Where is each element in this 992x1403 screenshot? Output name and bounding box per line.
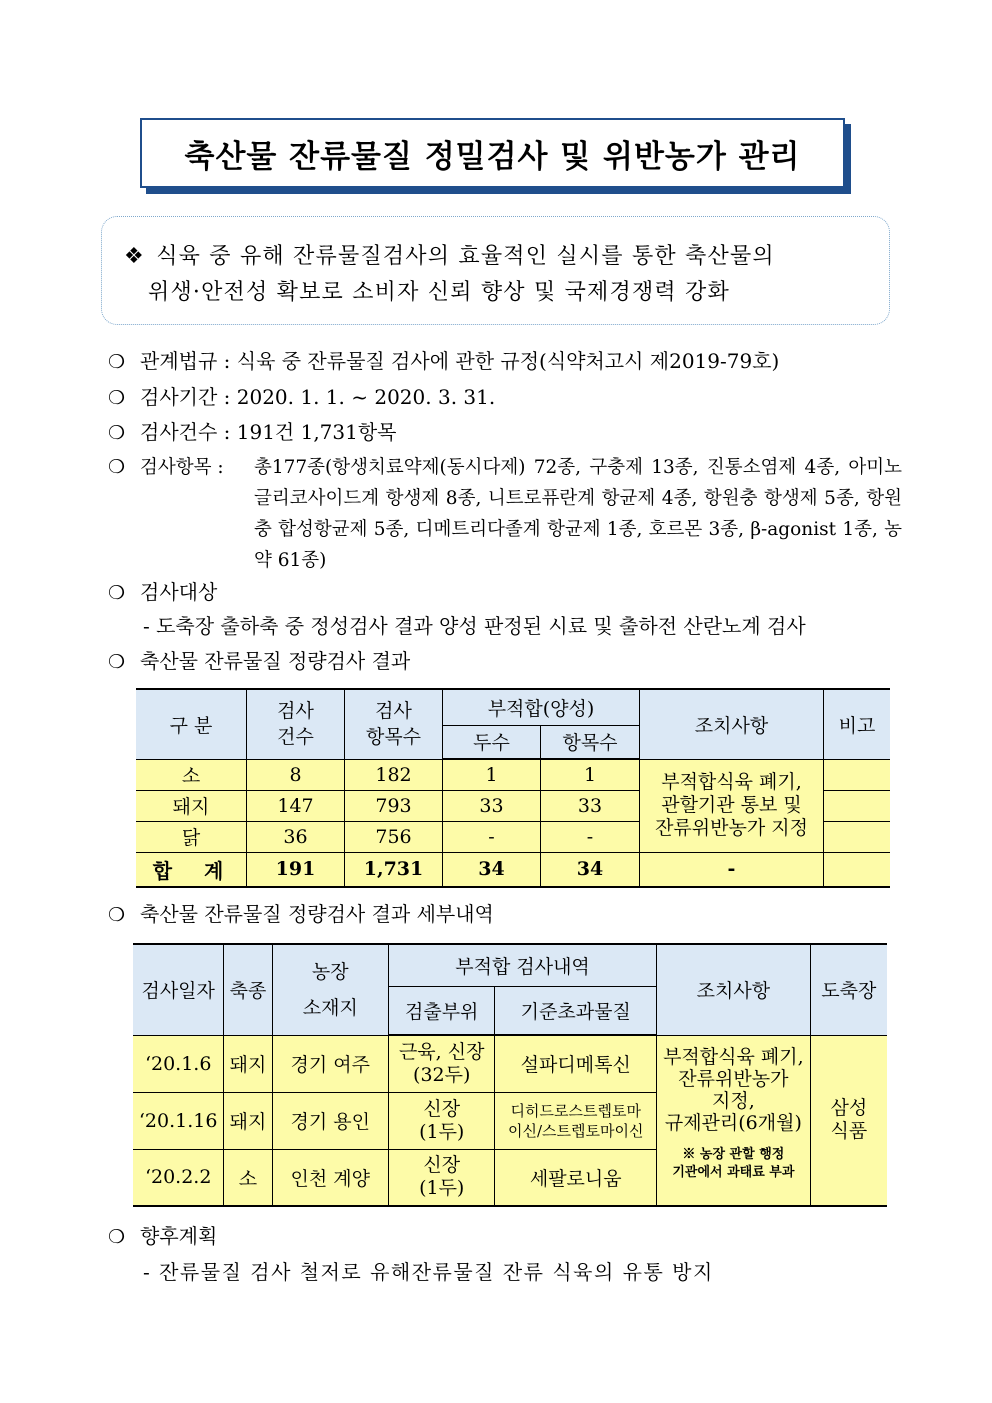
row-date: ‘20.1.6: [133, 1035, 224, 1092]
row-fail-items: 1: [541, 759, 640, 790]
total-heads: 34: [443, 852, 541, 887]
diamond-bullet-icon: ❖: [124, 244, 145, 269]
row-note: [824, 821, 891, 852]
th-substance: 기준초과물질: [495, 986, 657, 1035]
plan-label: 향후계획: [140, 1224, 218, 1248]
row-heads: 33: [443, 790, 541, 821]
row-note: [824, 790, 891, 821]
th-note: 비고: [824, 689, 891, 759]
th-action: 조치사항: [640, 689, 824, 759]
th-cases: 검사 건수: [247, 689, 345, 759]
th-action: 조치사항: [657, 944, 811, 1035]
row-species: 돼지: [224, 1035, 272, 1092]
result-table: [136, 688, 890, 888]
row-date: ‘20.1.16: [133, 1092, 224, 1149]
row-substance: 세팔로니움: [495, 1149, 657, 1206]
th-date: 검사일자: [133, 944, 224, 1035]
row-species: 소: [224, 1149, 272, 1206]
th-farm: 농장 소재지: [272, 944, 388, 1035]
th-plant: 도축장: [810, 944, 887, 1035]
target-detail: - 도축장 출하축 중 정성검사 결과 양성 판정된 시료 및 출하전 산란노계 검사: [143, 614, 806, 638]
count-value: 191건 1,731항목: [236, 420, 397, 444]
th-fail-detail: 부적합 검사내역: [389, 944, 657, 986]
period-value: 2020. 1. 1. ~ 2020. 3. 31.: [236, 385, 496, 409]
row-farm: 인천 계양: [272, 1149, 388, 1206]
circle-bullet-icon: ❍: [108, 456, 126, 478]
detail-table: [133, 943, 887, 1207]
row-species: 돼지: [224, 1092, 272, 1149]
circle-bullet-icon: ❍: [108, 651, 126, 673]
count-label: 검사건수 :: [140, 420, 231, 444]
th-items: 검사 항목수: [345, 689, 443, 759]
th-fail-items: 항목수: [541, 725, 640, 759]
summary-line-1: [124, 239, 869, 275]
row-items: 793: [345, 790, 443, 821]
result-title-row: [108, 645, 410, 678]
total-cases: 191: [247, 852, 345, 887]
row-note: [824, 759, 891, 790]
row-name: 소: [136, 759, 247, 790]
total-name: 합 계: [136, 852, 247, 887]
row-name: 돼지: [136, 790, 247, 821]
table-row: [133, 1035, 887, 1092]
items-value: 총177종(항생치료약제(동시다제) 72종, 구충제 13종, 진통소염제 4종, 아미노글리코사이드계 항생제 8종, 니트로퓨란계 항균제 4종, 항원충 항생제 5종, 항원충 합성항균제 5종, 디메트리다졸계 항균제 1종, 호르몬 3종, β-agonist 1종, 농약 61종): [254, 457, 902, 571]
row-part: 신장 (1두): [389, 1092, 495, 1149]
items-label: 검사항목 :: [140, 457, 224, 478]
th-species: 축종: [224, 944, 272, 1035]
target-label: 검사대상: [140, 580, 218, 604]
row-action: 부적합식육 폐기, 관할기관 통보 및 잔류위반농가 지정: [640, 759, 824, 852]
row-date: ‘20.2.2: [133, 1149, 224, 1206]
summary-line-2: 위생·안전성 확보로 소비자 신뢰 향상 및 국제경쟁력 강화: [148, 280, 730, 305]
th-fail: 부적합(양성): [443, 689, 640, 725]
row-action-note: ※ 농장 관할 행정 기관에서 과태료 부과: [672, 1146, 795, 1180]
th-heads: 두수: [443, 725, 541, 759]
total-items: 1,731: [345, 852, 443, 887]
th-part: 검출부위: [389, 986, 495, 1035]
summary-box: [101, 216, 890, 325]
circle-bullet-icon: ❍: [108, 582, 126, 604]
row-action-text: 부적합식육 폐기, 잔류위반농가 지정, 규제관리(6개월): [663, 1045, 804, 1134]
detail-title: 축산물 잔류물질 정량검사 결과 세부내역: [140, 902, 494, 926]
circle-bullet-icon: ❍: [108, 422, 126, 444]
items-row: [108, 452, 908, 571]
law-value: 식육 중 잔류물질 검사에 관한 규정(식약처고시 제2019-79호): [236, 349, 780, 373]
total-fail-items: 34: [541, 852, 640, 887]
target-row: [108, 576, 217, 609]
total-row: [136, 852, 890, 887]
total-action: -: [640, 852, 824, 887]
circle-bullet-icon: ❍: [108, 387, 126, 409]
title-frame: [140, 118, 845, 188]
table-row: [136, 759, 890, 790]
law-label: 관계법규 :: [140, 349, 231, 373]
row-heads: -: [443, 821, 541, 852]
row-farm: 경기 용인: [272, 1092, 388, 1149]
row-part: 신장 (1두): [389, 1149, 495, 1206]
period-label: 검사기간 :: [140, 385, 231, 409]
circle-bullet-icon: ❍: [108, 904, 126, 926]
row-substance: 설파디메톡신: [495, 1035, 657, 1092]
row-heads: 1: [443, 759, 541, 790]
row-part: 근육, 신장 (32두): [389, 1035, 495, 1092]
law-row: [108, 345, 779, 378]
summary-text-1: 식육 중 유해 잔류물질검사의 효율적인 실시를 통한 축산물의: [156, 244, 775, 269]
detail-title-row: [108, 898, 494, 931]
page-title: 축산물 잔류물질 정밀검사 및 위반농가 관리: [140, 118, 845, 188]
row-cases: 36: [247, 821, 345, 852]
row-fail-items: -: [541, 821, 640, 852]
circle-bullet-icon: ❍: [108, 351, 126, 373]
row-plant: 삼성 식품: [810, 1035, 887, 1206]
result-title: 축산물 잔류물질 정량검사 결과: [140, 649, 411, 673]
row-fail-items: 33: [541, 790, 640, 821]
circle-bullet-icon: ❍: [108, 1226, 126, 1248]
row-action: [657, 1035, 811, 1206]
row-items: 182: [345, 759, 443, 790]
row-substance: 디히드로스트렙토마 이신/스트렙토마이신: [495, 1092, 657, 1149]
row-cases: 8: [247, 759, 345, 790]
period-row: [108, 381, 495, 414]
row-farm: 경기 여주: [272, 1035, 388, 1092]
count-row: [108, 416, 397, 449]
total-note: [824, 852, 891, 887]
row-name: 닭: [136, 821, 247, 852]
th-division: 구 분: [136, 689, 247, 759]
row-cases: 147: [247, 790, 345, 821]
plan-row: [108, 1220, 217, 1253]
row-items: 756: [345, 821, 443, 852]
plan-detail: - 잔류물질 검사 철저로 유해잔류물질 잔류 식육의 유통 방지: [143, 1260, 714, 1284]
